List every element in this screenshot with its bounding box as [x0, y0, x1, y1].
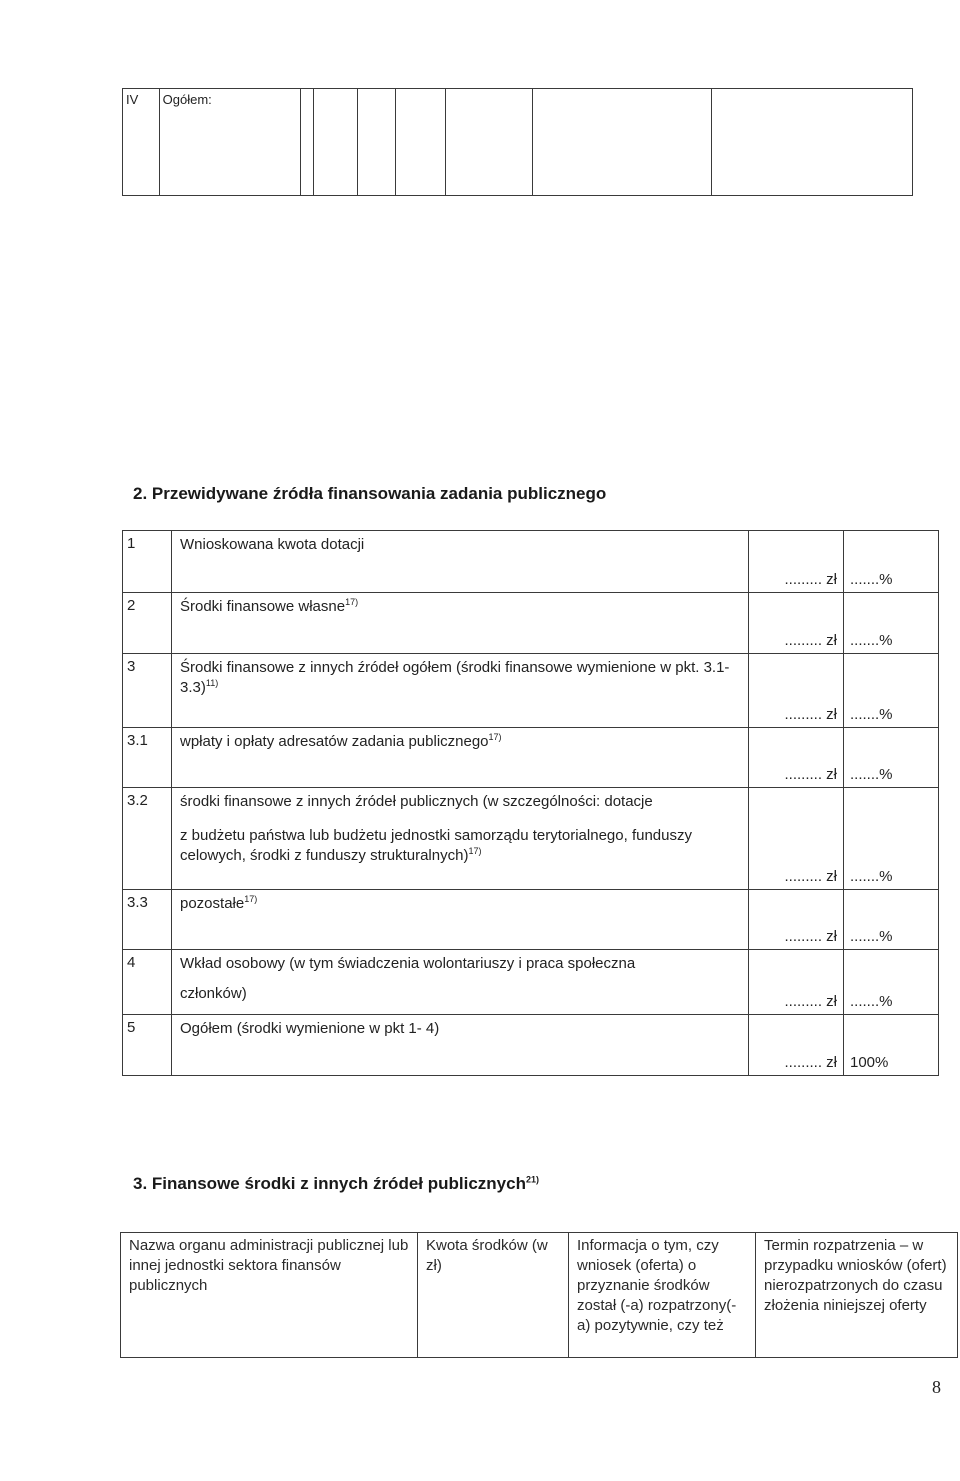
section3-title: 3. Finansowe środki z innych źródeł publicznych$^{21)}$ [133, 1174, 539, 1193]
column-header-organ: Nazwa organu administracji publicznej lub innej jednostki sektora finansów publicznych [121, 1233, 418, 1358]
table-row [123, 593, 939, 654]
row-number: 5 [123, 1015, 172, 1076]
row-description: Wkład osobowy (w tym świadczenia wolontariuszy i praca społeczna członków) [172, 950, 749, 1015]
percent-field[interactable]: .......% [844, 950, 939, 1015]
row-number: 3 [123, 654, 172, 728]
summary-cell [301, 89, 314, 196]
table-row [123, 950, 939, 1015]
summary-table [122, 88, 913, 196]
section2-title: 2. Przewidywane źródła finansowania zadania publicznego [133, 484, 607, 503]
percent-field[interactable]: .......% [844, 788, 939, 890]
summary-roman: IV [123, 89, 160, 196]
row-number: 3.2 [123, 788, 172, 890]
row-number: 1 [123, 531, 172, 593]
column-header-amount: Kwota środków (w zł) [418, 1233, 569, 1358]
percent-field[interactable]: .......% [844, 654, 939, 728]
amount-field[interactable]: ......... zł [749, 728, 844, 788]
column-header-deadline: Termin rozpatrzenia – w przypadku wniosków (ofert) nierozpatrzonych do czasu złożenia niniejszej oferty [756, 1233, 958, 1358]
amount-field[interactable]: ......... zł [749, 890, 844, 950]
row-number: 4 [123, 950, 172, 1015]
row-number: 3.3 [123, 890, 172, 950]
summary-cell [711, 89, 912, 196]
public-funds-table [120, 1232, 958, 1358]
table-header-row [121, 1233, 958, 1358]
funding-sources-table [122, 530, 939, 1076]
row-number: 2 [123, 593, 172, 654]
summary-cell [396, 89, 445, 196]
table-row [123, 728, 939, 788]
column-header-info: Informacja o tym, czy wniosek (oferta) o przyznanie środków został (-a) rozpatrzony(-a) pozytywnie, czy też [569, 1233, 756, 1358]
row-description: Środki finansowe własne$^{17)}$ [172, 593, 749, 654]
row-description: Środki finansowe z innych źródeł ogółem (środki finansowe wymienione w pkt. 3.1-3.3)$^{11)}$ [172, 654, 749, 728]
amount-field[interactable]: ......... zł [749, 1015, 844, 1076]
percent-field[interactable]: .......% [844, 531, 939, 593]
amount-field[interactable]: ......... zł [749, 593, 844, 654]
percent-field[interactable]: .......% [844, 728, 939, 788]
row-description: wpłaty i opłaty adresatów zadania publicznego$^{17)}$ [172, 728, 749, 788]
amount-field[interactable]: ......... zł [749, 531, 844, 593]
row-description: Ogółem (środki wymienione w pkt 1- 4) [172, 1015, 749, 1076]
row-description: środki finansowe z innych źródeł publicznych (w szczególności: dotacje z budżetu państwa lub budżetu jednostki samorządu terytorialnego, funduszy celowych, środki z funduszy strukturalnych)$^{17)}$ [172, 788, 749, 890]
row-description: pozostałe$^{17)}$ [172, 890, 749, 950]
table-row [123, 1015, 939, 1076]
summary-cell [532, 89, 711, 196]
row-number: 3.1 [123, 728, 172, 788]
amount-field[interactable]: ......... zł [749, 788, 844, 890]
amount-field[interactable]: ......... zł [749, 950, 844, 1015]
table-row [123, 654, 939, 728]
percent-field[interactable]: 100% [844, 1015, 939, 1076]
table-row [123, 890, 939, 950]
row-description: Wnioskowana kwota dotacji [172, 531, 749, 593]
page-number: 8 [932, 1377, 941, 1397]
percent-field[interactable]: .......% [844, 890, 939, 950]
summary-label: Ogółem: [159, 89, 300, 196]
percent-field[interactable]: .......% [844, 593, 939, 654]
table-row [123, 788, 939, 890]
table-row [123, 531, 939, 593]
amount-field[interactable]: ......... zł [749, 654, 844, 728]
summary-cell [445, 89, 532, 196]
summary-cell [357, 89, 396, 196]
summary-cell [313, 89, 357, 196]
